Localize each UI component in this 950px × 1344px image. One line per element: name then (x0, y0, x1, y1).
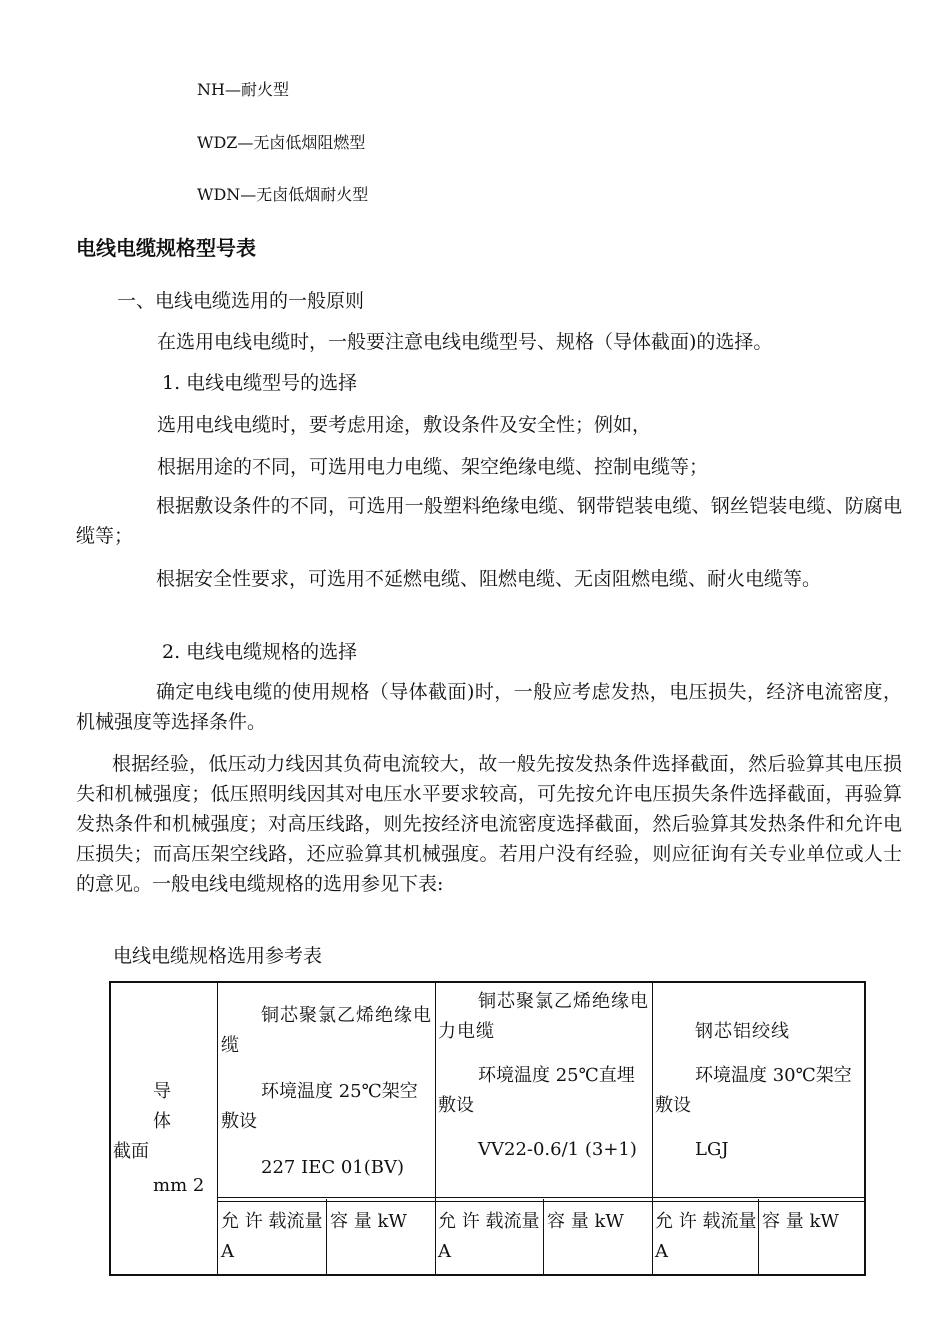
intro-paragraph: 在选用电线电缆时，一般要注意电线电缆型号、规格（导体截面)的选择。 (157, 331, 773, 353)
group-model-bv: 227 IEC 01(BV) (261, 1157, 404, 1178)
group-name-bv: 铜芯聚氯乙烯绝缘电缆 (221, 1005, 432, 1056)
group-model-vv22: VV22-0.6/1 (3+1) (478, 1139, 637, 1160)
group-env-vv22: 环境温度 25℃直埋敷设 (438, 1065, 635, 1116)
sub-header-current: 允 许 载流量 A (438, 1211, 540, 1262)
sub-header-current: 允 许 载流量 A (655, 1211, 757, 1262)
sub-header-capacity: 容 量 kW (762, 1211, 839, 1232)
group-name-vv22: 铜芯聚氯乙烯绝缘电力电缆 (438, 991, 649, 1042)
group-env-lgj: 环境温度 30℃架空敷设 (655, 1065, 852, 1116)
group-header-vv22 (438, 987, 650, 1165)
row-header-cell: 导 体 截面 mm 2 (113, 1081, 205, 1196)
type-item-wdn: WDN—无卤低烟耐火型 (197, 185, 369, 204)
section-heading: 一、电线电缆选用的一般原则 (117, 290, 365, 312)
sub-header-capacity: 容 量 kW (547, 1211, 624, 1232)
page-heading: 电线电缆规格型号表 (76, 236, 256, 260)
paragraph-considerations: 选用电线电缆时，要考虑用途，敷设条件及安全性；例如， (157, 414, 652, 436)
sub-heading-model: 1. 电线电缆型号的选择 (162, 372, 358, 394)
type-item-wdz: WDZ—无卤低烟阻燃型 (197, 133, 366, 152)
paragraph-by-usage: 根据用途的不同，可选用电力电缆、架空绝缘电缆、控制电缆等； (157, 456, 709, 478)
paragraph-by-laying: 根据敷设条件的不同，可选用一般塑料绝缘电缆、钢带铠装电缆、钢丝铠装电缆、防腐电缆等； (76, 495, 902, 547)
table-caption: 电线电缆规格选用参考表 (113, 945, 323, 967)
group-name-lgj: 钢芯铝绞线 (695, 1021, 790, 1042)
sub-header-current: 允 许 载流量 A (221, 1211, 323, 1262)
type-item-nh: NH—耐火型 (197, 80, 289, 99)
sub-header-capacity: 容 量 kW (330, 1211, 407, 1232)
group-model-lgj: LGJ (695, 1139, 729, 1160)
paragraph-by-safety: 根据安全性要求，可选用不延燃电缆、阻燃电缆、无卤阻燃电缆、耐火电缆等。 (156, 568, 822, 590)
group-env-bv: 环境温度 25℃架空敷设 (221, 1081, 418, 1132)
spec-table (109, 981, 866, 1276)
paragraph-experience: 根据经验，低压动力线因其负荷电流较大，故一般先按发热条件选择截面，然后验算其电压损失和机械强度；低压照明线因其对电压水平要求较高，可先按允许电压损失条件选择截面，再验算发热条件和机械强度；对高压线路，则先按经济电流密度选择截面，然后验算其发热条件和允许电压损失；而高压架空线路，还应验算其机械强度。若用户没有经验，则应征询有关专业单位或人士的意见。一般电线电缆规格的选用参见下表: (76, 753, 902, 895)
group-header-bv (221, 1001, 433, 1183)
paragraph-spec-factors: 确定电线电缆的使用规格（导体截面)时，一般应考虑发热，电压损失，经济电流密度，机械强度等选择条件。 (76, 681, 902, 733)
sub-heading-spec: 2. 电线电缆规格的选择 (162, 641, 358, 663)
group-header-lgj (655, 1017, 863, 1165)
